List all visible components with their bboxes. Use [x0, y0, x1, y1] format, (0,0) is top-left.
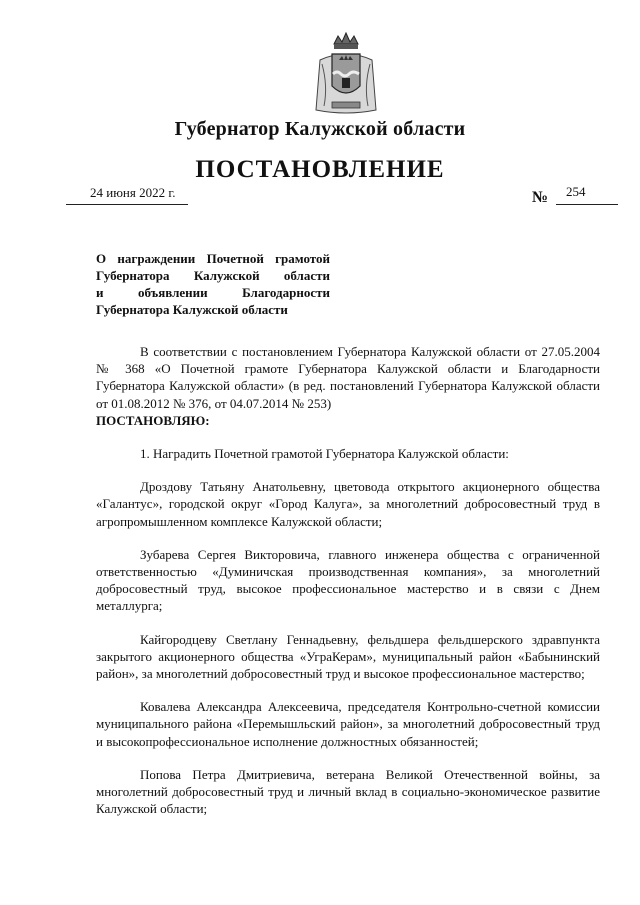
document-subject: [96, 250, 330, 318]
preamble-text: В соответствии с постановлением Губернатора Калужской области от 27.05.2004 № 368 «О Почетной грамоте Губернатора Калужской области и Благодарности Губернатора Калужской области» (в ред. постановлений Губернатора Калужской области от 01.08.2012 № 376, от 04.07.2014 № 253): [96, 344, 600, 411]
document-type-title: ПОСТАНОВЛЕНИЕ: [195, 156, 445, 183]
preamble-paragraph: [96, 343, 600, 412]
number-sign: №: [532, 189, 549, 206]
awardee-paragraph: Дроздову Татьяну Анатольевну, цветовода открытого акционерного общества «Галантус», городской округ «Город Калуга», за многолетний добросовестный труд в агропромышленном комплексе Калужской области;: [96, 479, 600, 529]
awardee-paragraph: Кайгородцеву Светлану Геннадьевну, фельдшера фельдшерского здравпункта закрытого акционерного общества «УграКерам», муниципальный район «Бабынинский район», за многолетний добросовестный труд и высокое профессиональное мастерство;: [96, 631, 600, 682]
subject-line: и объявлении Благодарности: [96, 285, 330, 300]
decree-word: ПОСТАНОВЛЯЮ:: [96, 412, 210, 428]
item-1-heading: 1. Наградить Почетной грамотой Губернатора Калужской области:: [140, 446, 509, 462]
document-body: [96, 343, 600, 817]
subject-line: О награждении Почетной грамотой: [96, 251, 330, 266]
coat-of-arms-emblem: [314, 30, 378, 116]
awardee-paragraph: Ковалева Александра Алексеевича, председателя Контрольно-счетной комиссии муниципального района «Перемышльский район», за многолетний добросовестный труд и высокопрофессиональное исполнение должностных обязанностей;: [96, 699, 600, 749]
document-date: 24 июня 2022 г.: [90, 185, 176, 200]
awardee-paragraph: Попова Петра Дмитриевича, ветерана Великой Отечественной войны, за многолетний добросовестный труд и личный вклад в социально-экономическое развитие Калужской области;: [96, 766, 600, 817]
issuing-authority: Губернатор Калужской области: [174, 118, 466, 140]
awardee-paragraph: Зубарева Сергея Викторовича, главного инженера общества с ограниченной ответственностью «Думиничская производственная компания», за многолетний добросовестный труд, высокое профессиональное мастерство и в связи с Днем металлурга;: [96, 546, 600, 614]
document-number: 254: [566, 184, 586, 199]
subject-line: Губернатора Калужской области: [96, 268, 330, 283]
subject-line: Губернатора Калужской области: [96, 302, 288, 317]
